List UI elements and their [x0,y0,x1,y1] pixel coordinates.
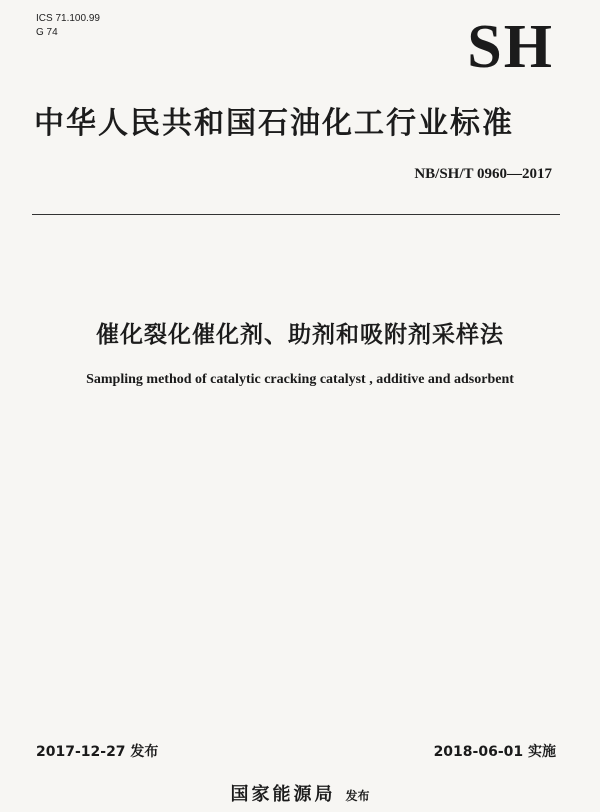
implementation-date: 2018-06-01 实施 [433,744,556,760]
issue-date: 2017-12-27 发布 [36,744,159,760]
document-title-english: Sampling method of catalytic cracking catalyst , additive and adsorbent [86,372,514,387]
document-title-chinese: 催化裂化催化剂、助剂和吸附剂采样法 [96,322,504,348]
standard-number: NB/SH/T 0960—2017 [414,166,552,182]
ccs-code: G 74 [36,27,58,38]
publisher-line [0,780,600,806]
publish-label: 发布 [345,789,370,803]
org-title: 中华人民共和国石油化工行业标准 [34,106,514,141]
sh-logo: SH [467,13,554,81]
header-divider [32,214,560,215]
classification-codes [36,12,100,40]
ics-code: ICS 71.100.99 [36,13,100,24]
publisher-name: 国家能源局 [230,784,336,805]
